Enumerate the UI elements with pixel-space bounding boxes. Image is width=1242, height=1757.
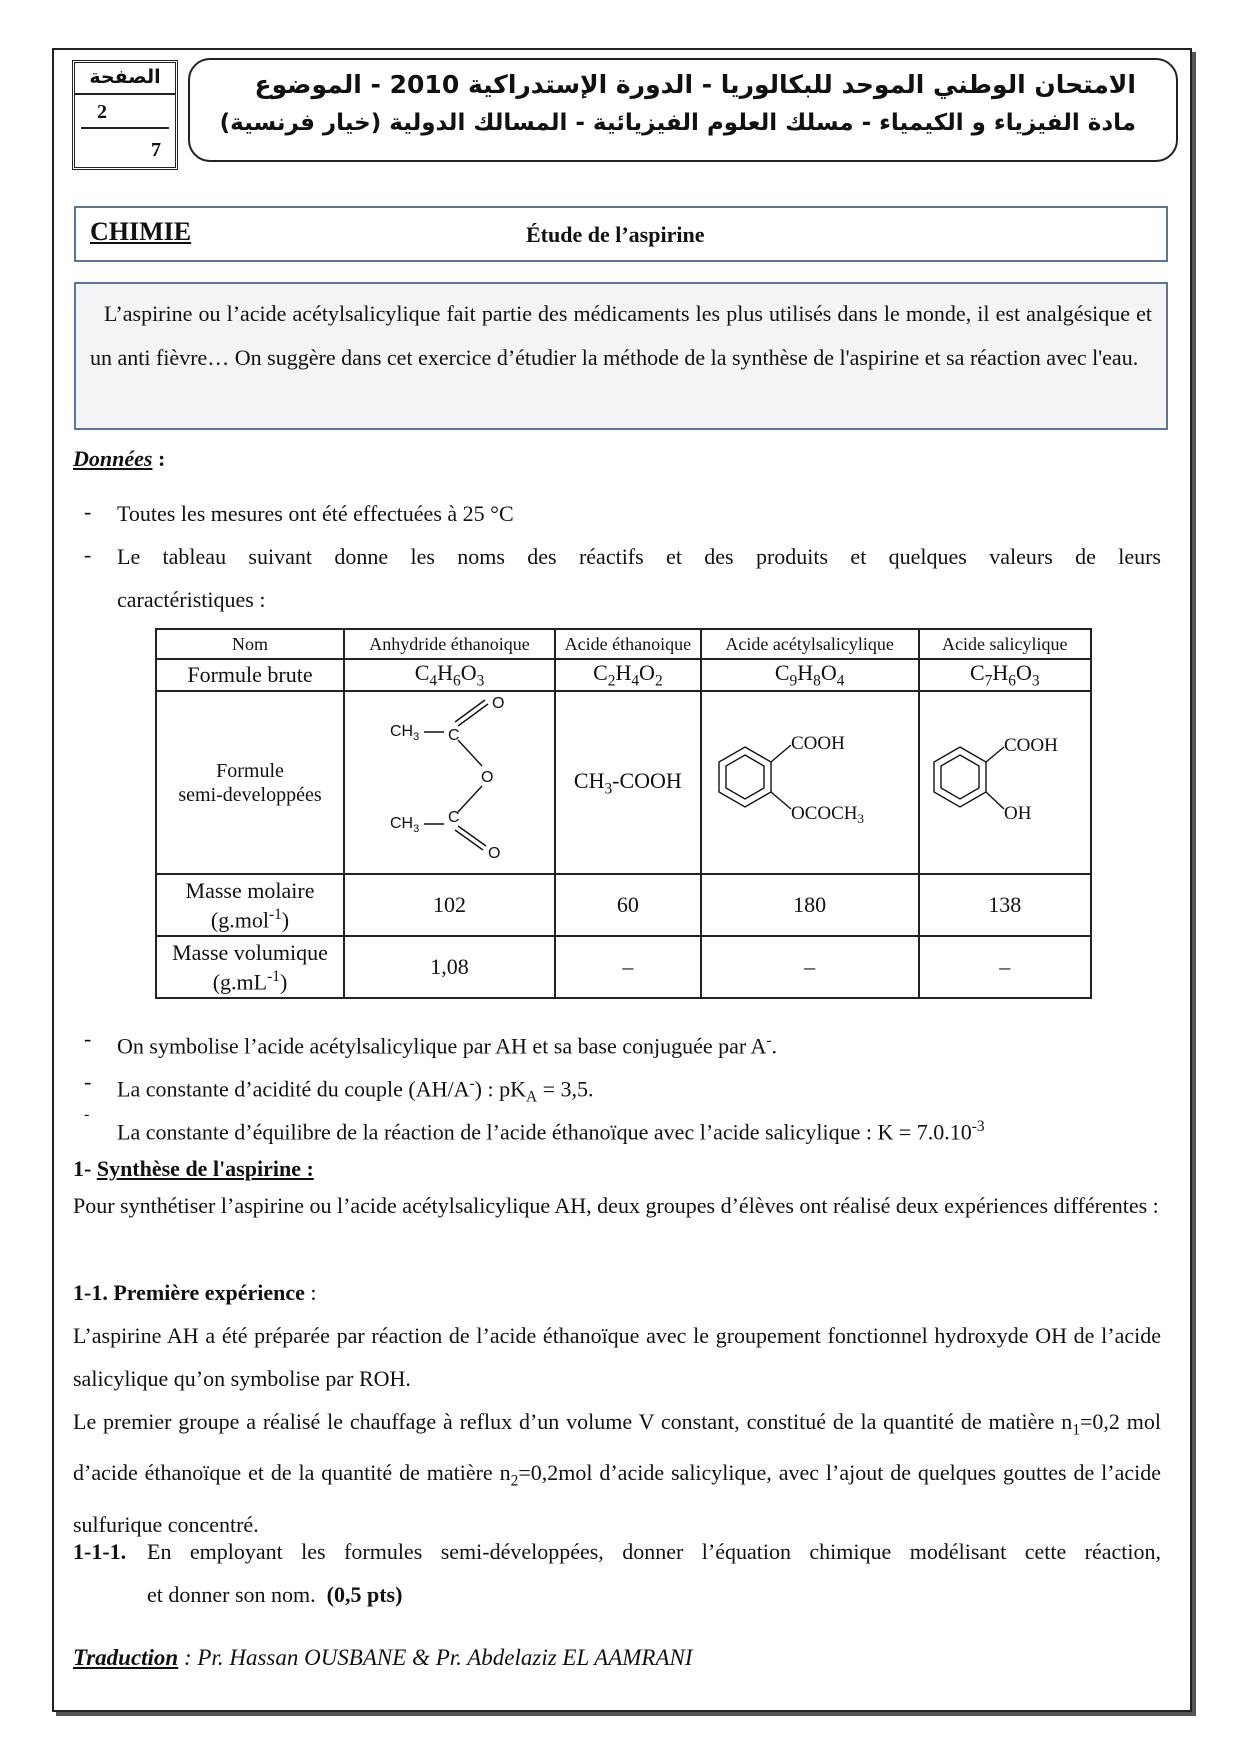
item-ah-symbol: On symbolise l’acide acétylsalicylique par AH et sa base conjuguée par A-. xyxy=(117,1032,778,1059)
part1-intro: Pour synthétiser l’aspirine ou l’acide acétylsalicylique AH, deux groupes d’élèves ont réalisé deux expériences différentes : xyxy=(73,1193,1159,1218)
exercise-title: Étude de l’aspirine xyxy=(526,222,705,247)
structure-aspirin xyxy=(701,691,919,874)
page-number: 2 xyxy=(97,101,107,123)
part1-heading: 1- Synthèse de l'aspirine : xyxy=(73,1156,314,1181)
salicylic-structure-diagram xyxy=(930,725,1080,835)
table-row-masse-volumique xyxy=(156,936,1091,998)
svg-text:COOH: COOH xyxy=(790,733,845,755)
question-number: 1-1-1. xyxy=(73,1539,127,1564)
svg-text:COOH: COOH xyxy=(1003,735,1058,757)
donnees-heading: Données : xyxy=(73,446,166,471)
experiment-paragraph-2: Le premier groupe a réalisé le chauffage à reflux d’un volume V constant, constitué de la quantité de matière $n_1=0,2$ mol d’acide éthanoïque et de la quantité de matière $n_2=0,2mol$ d’acide salicylique, avec l’ajout de quelques gouttes de l’acide sulfurique concentré. xyxy=(73,1409,1161,1537)
table-row-nom xyxy=(156,629,1091,659)
anhydride-structure-diagram xyxy=(358,692,542,868)
subsection-heading: 1-1. Première expérience : xyxy=(73,1280,317,1305)
item-pka: La constante d’acidité du couple (AH/A-) : $pK_A = 3,5$. xyxy=(117,1075,594,1106)
page-total: 7 xyxy=(151,139,161,161)
row-label-masse-volumique: Masse volumique $(g.mL^{-1})$ xyxy=(156,936,344,998)
table-row-masse-molaire xyxy=(156,874,1091,936)
name-cell: Acide salicylique xyxy=(919,629,1091,659)
page-label: الصفحة xyxy=(75,63,175,95)
table-row-semi-developpees xyxy=(156,691,1091,874)
masse-volumique-cell: – xyxy=(919,936,1091,998)
svg-text:C: C xyxy=(447,727,460,745)
aspirin-structure-diagram xyxy=(715,725,905,835)
name-cell: Acide acétylsalicylique xyxy=(701,629,919,659)
exam-header xyxy=(188,58,1178,162)
bullet-dash: - xyxy=(84,499,92,524)
masse-volumique-cell: 1,08 xyxy=(344,936,555,998)
intro-box xyxy=(74,282,1168,430)
svg-text:OH: OH xyxy=(1003,803,1032,825)
masse-molaire-cell: 60 xyxy=(555,874,701,936)
bullet-dash: - xyxy=(84,1106,90,1123)
masse-molaire-cell: 138 xyxy=(919,874,1091,936)
footer-translation: Traduction : Pr. Hassan OUSBANE & Pr. Abdelaziz EL AAMRANI xyxy=(73,1645,693,1670)
formula-cell: $C_9H_8O_4$ xyxy=(701,659,919,691)
donnees-item-1: Toutes les mesures ont été effectuées à 25 °C xyxy=(117,501,514,526)
exam-header-line2: مادة الفيزياء و الكيمياء - مسلك العلوم الفيزيائية - المسالك الدولية (خيار فرنسية) xyxy=(219,110,1136,136)
subject-title: CHIMIE xyxy=(90,217,192,246)
svg-text:O: O xyxy=(487,845,500,863)
name-cell: Acide éthanoique xyxy=(555,629,701,659)
bullet-dash: - xyxy=(84,1026,92,1051)
row-label-formule-brute: Formule brute xyxy=(156,659,344,691)
bullet-dash: - xyxy=(84,1069,92,1094)
masse-molaire-cell: 180 xyxy=(701,874,919,936)
formula-cell: $C_2H_4O_2$ xyxy=(555,659,701,691)
exam-header-line1: الامتحان الوطني الموحد للبكالوريا - الدورة الإستدراكية 2010 - الموضوع xyxy=(254,70,1136,99)
masse-volumique-cell: – xyxy=(555,936,701,998)
question-text-cont: et donner son nom. (0,5 pts) xyxy=(147,1582,403,1607)
svg-text:OCOCH3: $OCOCH_3$ xyxy=(790,803,864,827)
row-label-masse-molaire: Masse molaire (g.mol$^{-1}$) xyxy=(156,874,344,936)
bullet-dash: - xyxy=(84,542,92,567)
svg-text:C: C xyxy=(447,809,460,827)
formula-cell: $C_4H_6O_3$ xyxy=(344,659,555,691)
item-equilibrium-constant: La constante d’équilibre de la réaction de l’acide éthanoïque avec l’acide salicylique : $K = 7.0.10^{-3}$ xyxy=(117,1118,985,1145)
donnees-item-2: Le tableau suivant donne les noms des réactifs et des produits et quelques valeurs de leurs xyxy=(117,544,1161,569)
svg-text:CH3: $CH_3$ xyxy=(389,723,419,744)
structure-salicylic-acid xyxy=(919,691,1091,874)
structure-acetic-acid: $CH_3$-COOH xyxy=(555,691,701,874)
compounds-table xyxy=(155,628,1092,999)
name-cell: Anhydride éthanoique xyxy=(344,629,555,659)
donnees-item-2-cont: caractéristiques : xyxy=(117,587,266,612)
row-label-semi: Formule semi-developpées xyxy=(156,691,344,874)
masse-volumique-cell: – xyxy=(701,936,919,998)
experiment-paragraph-1: L’aspirine AH a été préparée par réaction de l’acide éthanoïque avec le groupement fonctionnel hydroxyde OH de l’acide salicylique qu’on symbolise par ROH. xyxy=(73,1323,1161,1391)
page-number-box xyxy=(72,60,178,170)
structure-anhydride xyxy=(344,691,555,874)
formula-cell: $C_7H_6O_3$ xyxy=(919,659,1091,691)
svg-text:O: O xyxy=(480,769,493,787)
svg-text:O: O xyxy=(491,695,504,713)
section-title-box xyxy=(74,206,1168,262)
svg-text:CH3: $CH_3$ xyxy=(389,815,419,836)
question-text: En employant les formules semi-développées, donner l’équation chimique modélisant cette réaction, xyxy=(147,1539,1161,1564)
row-label-nom: Nom xyxy=(156,629,344,659)
masse-molaire-cell: 102 xyxy=(344,874,555,936)
page-divider xyxy=(81,127,169,129)
intro-text: L’aspirine ou l’acide acétylsalicylique fait partie des médicaments les plus utilisés dans le monde, il est analgésique et un anti fièvre… On suggère dans cet exercice d’étudier la méthode de la synthèse de l'aspirine et sa réaction avec l'eau. xyxy=(90,301,1152,370)
table-row-formule-brute xyxy=(156,659,1091,691)
